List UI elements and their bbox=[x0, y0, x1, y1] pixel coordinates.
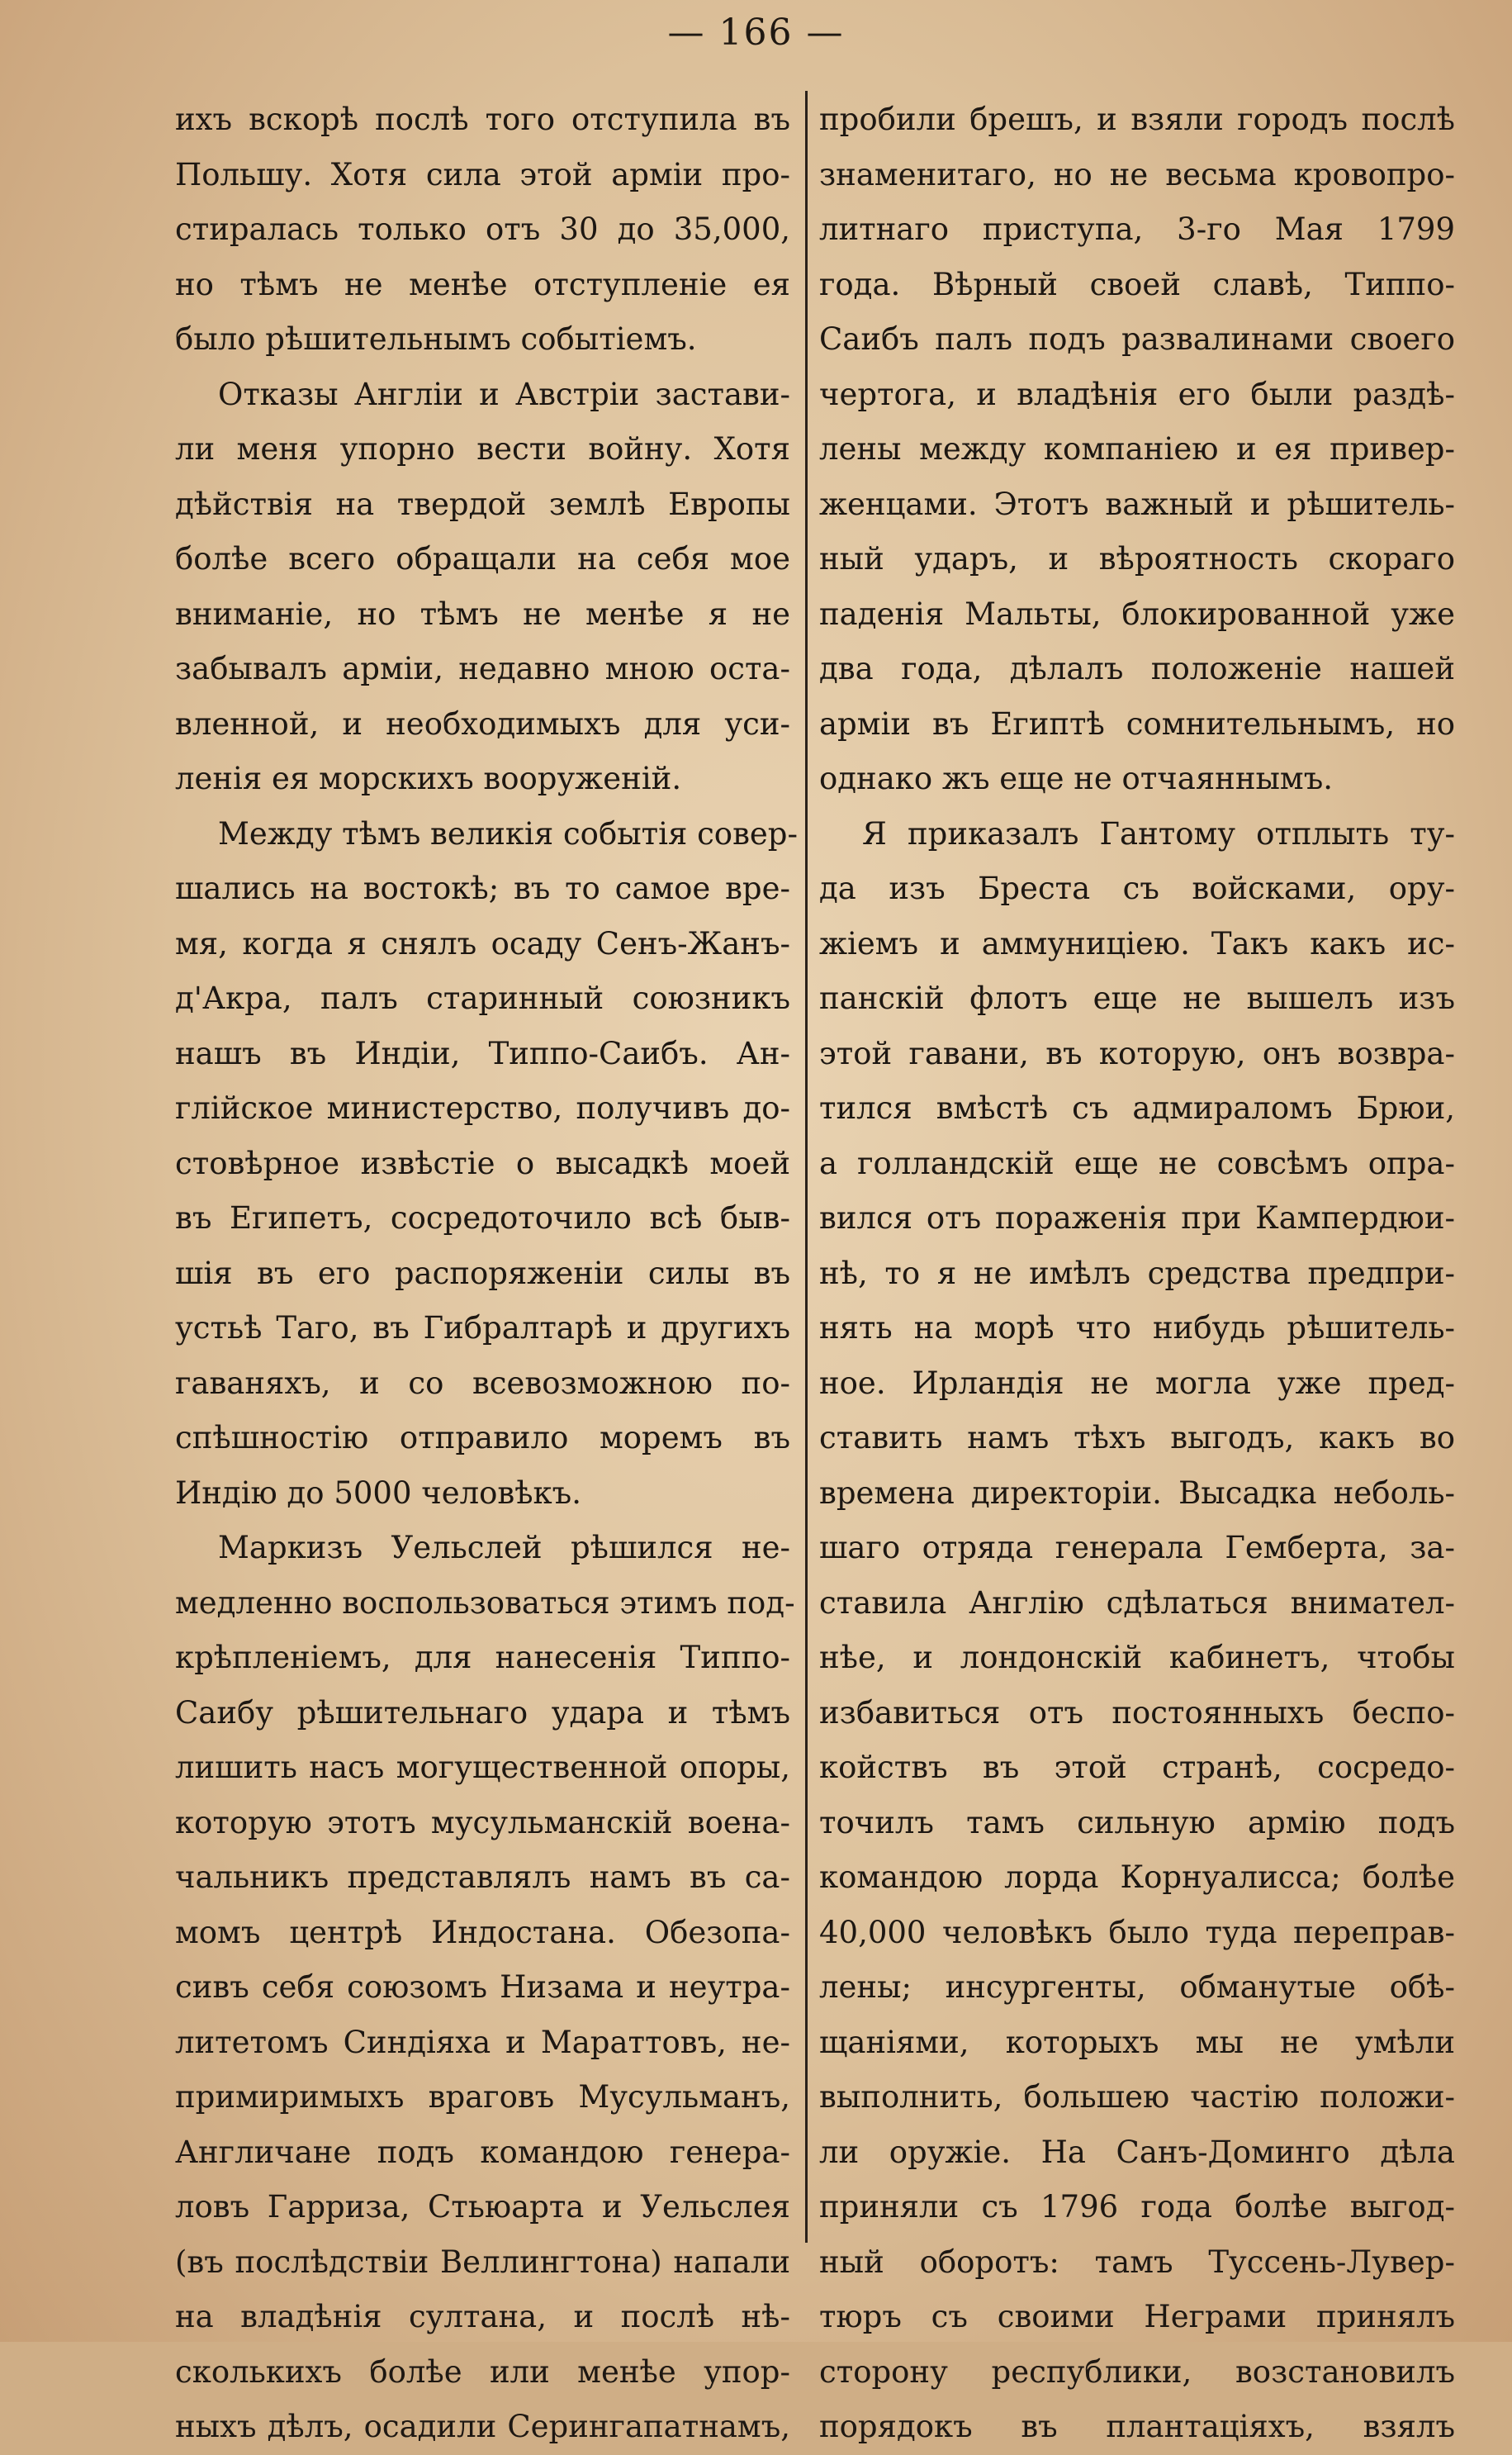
text-line: ихъ вскорѣ послѣ того отступила въ bbox=[175, 102, 790, 137]
text-line: ставила Англію сдѣлаться внимател- bbox=[819, 1584, 1455, 1621]
text-line: ный оборотъ: тамъ Туссень-Лувер- bbox=[819, 2244, 1455, 2280]
text-line: времена директоріи. Высадка неболь- bbox=[819, 1474, 1455, 1511]
text-line: койствъ въ этой странѣ, сосредо- bbox=[819, 1750, 1455, 1785]
text-line: Саибъ палъ подъ развалинами своего bbox=[819, 321, 1455, 357]
text-line: которую этотъ мусульманскій воена- bbox=[175, 1804, 790, 1840]
text-line: нѣ, то я не имѣлъ средства предпри- bbox=[819, 1255, 1455, 1291]
text-line: два года, дѣлалъ положеніе нашей bbox=[819, 651, 1455, 686]
column-divider bbox=[805, 91, 808, 2243]
text-line: Индію до 5000 человѣкъ. bbox=[175, 1474, 581, 1511]
text-line: литнаго приступа, 3-го Мая 1799 bbox=[819, 211, 1455, 247]
text-line: нѣе, и лондонскій кабинетъ, чтобы bbox=[819, 1640, 1455, 1675]
left-text-column bbox=[175, 93, 798, 2455]
text-line: панскій флотъ еще не вышелъ изъ bbox=[819, 981, 1455, 1016]
text-line: ловъ Гарриза, Стьюарта и Уельслея bbox=[175, 2189, 790, 2225]
text-line: 40,000 человѣкъ было туда переправ- bbox=[819, 1914, 1455, 1950]
text-line: тюръ съ своими Неграми принялъ bbox=[819, 2299, 1455, 2334]
text-line: сивъ себя союзомъ Низама и неутра- bbox=[175, 1969, 790, 2005]
text-line: болѣе всего обращали на себя мое bbox=[175, 541, 790, 577]
text-line: ленія ея морскихъ вооруженій. bbox=[175, 761, 682, 796]
text-line: было рѣшительнымъ событіемъ. bbox=[175, 321, 697, 357]
text-line: Я приказалъ Гантому отплыть ту- bbox=[862, 815, 1455, 852]
text-line: Маркизъ Уельслей рѣшился не- bbox=[218, 1530, 790, 1565]
text-line: мя, когда я снялъ осаду Сенъ-Жанъ- bbox=[175, 925, 790, 962]
text-line: литетомъ Синдіяха и Мараттовъ, не- bbox=[175, 2024, 790, 2060]
text-line: порядокъ въ плантаціяхъ, взялъ bbox=[819, 2409, 1455, 2444]
text-line: знаменитаго, но не весьма кровопро- bbox=[819, 156, 1455, 192]
text-line: крѣпленіемъ, для нанесенія Типпо- bbox=[175, 1640, 790, 1675]
right-text-column bbox=[819, 93, 1455, 2455]
text-line: глійское министерство, получивъ до- bbox=[175, 1090, 790, 1126]
text-line: ставить намъ тѣхъ выгодъ, какъ во bbox=[819, 1420, 1455, 1455]
text-line: Отказы Англіи и Австріи застави- bbox=[218, 376, 790, 412]
text-line: Между тѣмъ великія событія совер- bbox=[218, 815, 798, 852]
text-line: нять на морѣ что нибудь рѣшитель- bbox=[819, 1310, 1455, 1346]
text-line: но тѣмъ не менѣе отступленіе ея bbox=[175, 266, 790, 302]
text-line: выполнить, большею частію положи- bbox=[819, 2079, 1455, 2115]
text-line: чертога, и владѣнія его были раздѣ- bbox=[819, 376, 1455, 412]
text-line: сколькихъ болѣе или менѣе упор- bbox=[175, 2353, 790, 2390]
text-line: этой гавани, въ которую, онъ возвра- bbox=[819, 1035, 1455, 1071]
text-line: д'Акра, палъ старинный союзникъ bbox=[175, 981, 790, 1016]
text-line: приняли съ 1796 года болѣе выгод- bbox=[819, 2189, 1455, 2225]
text-line: сторону республики, возстановилъ bbox=[819, 2353, 1455, 2390]
text-line: на владѣнія султана, и послѣ нѣ- bbox=[175, 2299, 790, 2334]
text-line: (въ послѣдствіи Веллингтона) напали bbox=[175, 2244, 790, 2280]
text-line: а голландскій еще не совсѣмъ опра- bbox=[819, 1145, 1455, 1181]
text-line: вился отъ пораженія при Кампердюи- bbox=[819, 1200, 1455, 1236]
text-line: гаваняхъ, и со всевозможною по- bbox=[175, 1365, 790, 1401]
text-line: ное. Ирландія не могла уже пред- bbox=[819, 1365, 1455, 1401]
text-line: стовѣрное извѣстіе о высадкѣ моей bbox=[175, 1145, 790, 1181]
text-line: да изъ Бреста съ войсками, ору- bbox=[819, 871, 1455, 906]
text-line: шія въ его распоряженіи силы въ bbox=[175, 1255, 790, 1291]
text-line: Англичане подъ командою генера- bbox=[175, 2134, 790, 2170]
text-line: спѣшностію отправило моремъ въ bbox=[175, 1420, 790, 1455]
text-line: дѣйствія на твердой землѣ Европы bbox=[175, 486, 790, 522]
text-line: точилъ тамъ сильную армію подъ bbox=[819, 1804, 1455, 1840]
text-line: Польшу. Хотя сила этой арміи про- bbox=[175, 156, 790, 192]
text-line: забывалъ арміи, недавно мною оста- bbox=[175, 651, 790, 686]
text-line: лены; инсургенты, обманутые обѣ- bbox=[819, 1969, 1455, 2005]
text-line: устьѣ Таго, въ Гибралтарѣ и другихъ bbox=[175, 1310, 790, 1346]
text-line: ныхъ дѣлъ, осадили Серингапатнамъ, bbox=[175, 2409, 790, 2444]
text-line: жіемъ и аммуниціею. Такъ какъ ис- bbox=[819, 925, 1455, 962]
text-line: въ Египетъ, сосредоточило всѣ быв- bbox=[175, 1200, 790, 1236]
text-line: медленно воспользоваться этимъ под- bbox=[175, 1584, 795, 1621]
text-line: стиралась только отъ 30 до 35,000, bbox=[175, 211, 790, 247]
text-line: вниманіе, но тѣмъ не менѣе я не bbox=[175, 596, 790, 632]
text-line: примиримыхъ враговъ Мусульманъ, bbox=[175, 2079, 790, 2115]
text-line: женцами. Этотъ важный и рѣшитель- bbox=[819, 486, 1455, 522]
text-line: пробили брешъ, и взяли городъ послѣ bbox=[819, 102, 1455, 137]
text-line: шались на востокѣ; въ то самое вре- bbox=[175, 871, 790, 906]
text-line: шаго отряда генерала Гемберта, за- bbox=[819, 1530, 1455, 1565]
text-line: паденія Мальты, блокированной уже bbox=[819, 596, 1455, 632]
text-line: тился вмѣстѣ съ адмираломъ Брюи, bbox=[819, 1090, 1455, 1126]
text-line: лены между компаніею и ея привер- bbox=[819, 431, 1455, 467]
text-line: ли меня упорно вести войну. Хотя bbox=[175, 431, 790, 467]
text-line: однако жъ еще не отчаяннымъ. bbox=[819, 761, 1334, 796]
text-line: арміи въ Египтѣ сомнительнымъ, но bbox=[819, 705, 1455, 742]
text-line: ли оружіе. На Санъ-Доминго дѣла bbox=[819, 2134, 1455, 2170]
text-line: нашъ въ Индіи, Типпо-Саибъ. Ан- bbox=[175, 1035, 790, 1071]
text-line: командою лорда Корнуалисса; болѣе bbox=[819, 1859, 1455, 1895]
text-line: Саибу рѣшительнаго удара и тѣмъ bbox=[175, 1694, 790, 1731]
text-line: лишить насъ могущественной опоры, bbox=[175, 1750, 790, 1785]
text-line: щаніями, которыхъ мы не умѣли bbox=[819, 2024, 1455, 2060]
text-line: вленной, и необходимыхъ для уси- bbox=[175, 705, 790, 742]
text-line: избавиться отъ постоянныхъ беспо- bbox=[819, 1694, 1455, 1731]
text-line: года. Вѣрный своей славѣ, Типпо- bbox=[819, 266, 1455, 302]
text-line: момъ центрѣ Индостана. Обезопа- bbox=[175, 1914, 790, 1950]
page-number: — 166 — bbox=[667, 12, 845, 54]
text-line: ный ударъ, и вѣроятность скораго bbox=[819, 541, 1455, 577]
text-line: чальникъ представлялъ намъ въ са- bbox=[175, 1859, 790, 1895]
